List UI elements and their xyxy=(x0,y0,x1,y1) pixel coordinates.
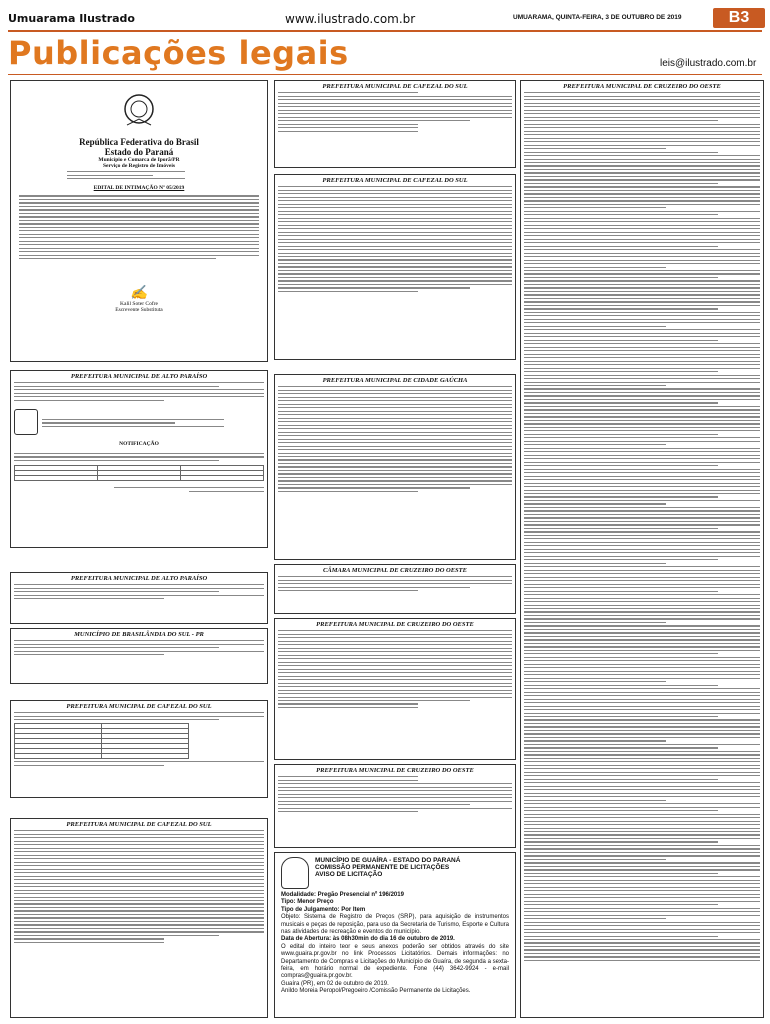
notice-camara-cruzeiro xyxy=(274,564,516,614)
notice-heading: MUNICÍPIO DE BRASILÂNDIA DO SUL - PR xyxy=(74,631,204,638)
notice-heading: PREFEITURA MUNICIPAL DE CAFEZAL DO SUL xyxy=(322,83,468,90)
edital-signature-role: Escrevente Substituta xyxy=(115,307,163,314)
edital-body xyxy=(19,195,259,259)
newspaper-name: Umuarama Ilustrado xyxy=(8,12,135,25)
notice-cafezal-3 xyxy=(274,80,516,168)
notice-heading: PREFEITURA MUNICIPAL DE ALTO PARAÍSO xyxy=(70,575,208,582)
coat-of-arms-icon xyxy=(119,89,159,133)
notice-guaira xyxy=(274,852,516,1018)
notice-cafezal-4 xyxy=(274,174,516,360)
guaira-data: Guaíra (PR), em 02 de outubro de 2019. xyxy=(281,980,389,987)
edital-line1: República Federativa do Brasil xyxy=(79,137,199,147)
guaira-line1: MUNICÍPIO DE GUAÍRA - ESTADO DO PARANÁ xyxy=(315,857,461,864)
notice-brasilandia xyxy=(10,628,268,684)
edital-box xyxy=(10,80,268,362)
notice-cruzeiro-1 xyxy=(274,618,516,760)
notificacao-table xyxy=(14,465,264,481)
notice-heading: PREFEITURA MUNICIPAL DE CAFEZAL DO SUL xyxy=(66,821,212,828)
edital-line2: Estado do Paraná xyxy=(104,147,174,157)
title-rule xyxy=(8,74,762,75)
dateline: UMUARAMA, QUINTA-FEIRA, 3 DE OUTUBRO DE 2019 xyxy=(513,14,682,21)
notice-cruzeiro-3 xyxy=(520,80,764,1018)
guaira-line2: COMISSÃO PERMANENTE DE LICITAÇÕES xyxy=(315,864,450,871)
notice-heading: PREFEITURA MUNICIPAL DE CIDADE GAÚCHA xyxy=(322,377,468,384)
notice-heading: PREFEITURA MUNICIPAL DE CRUZEIRO DO OESTE xyxy=(316,621,474,628)
notice-heading: PREFEITURA MUNICIPAL DE CRUZEIRO DO OESTE xyxy=(563,83,721,90)
notice-heading: PREFEITURA MUNICIPAL DE ALTO PARAÍSO xyxy=(70,373,208,380)
section-title: Publicações legais xyxy=(8,34,349,72)
notice-cafezal-1 xyxy=(10,700,268,798)
guaira-assinatura: Anildo Moreia Peropol/Pregoeiro /Comissão Permanente de Licitações. xyxy=(281,988,471,995)
guaira-line3: AVISO DE LICITAÇÃO xyxy=(315,871,383,878)
site-url[interactable]: www.ilustrado.com.br xyxy=(285,12,416,26)
edital-signature-image: ✍ xyxy=(130,285,148,302)
notice-cafezal-2 xyxy=(10,818,268,1018)
header-rule xyxy=(8,30,762,32)
notice-alto-parana-2 xyxy=(10,572,268,624)
guaira-objeto: Objeto: Sistema de Registro de Preços (SRP), para aquisição de instrumentos musicais e peças de reposição, para uso da Secretaria de Turismo, Esporte e Cultura nas atividades de recreação e eventos do município. xyxy=(281,914,509,936)
guaira-abertura: Data de Abertura: às 08h30min do dia 16 de outubro de 2019. xyxy=(281,936,455,943)
section-email[interactable]: leis@ilustrado.com.br xyxy=(660,58,757,69)
cafezal-table xyxy=(14,723,189,759)
notice-heading: PREFEITURA MUNICIPAL DE CAFEZAL DO SUL xyxy=(66,703,212,710)
notice-heading: CÂMARA MUNICIPAL DE CRUZEIRO DO OESTE xyxy=(323,567,467,574)
guaira-info: O edital do inteiro teor e seus anexos poderão ser obtidos através do site www.guaira.pr.gov.br no link Processos Licitatórios. Demais informações: no Departamento de Compras e Licitações do Município de Guaíra, de segunda a sexta-feira, em horário normal de expediente. Fone (44) 3642-9924 - e-mail compras@guaira.pr.gov.br. xyxy=(281,943,509,980)
cruzeiro-body xyxy=(524,92,760,961)
notice-alto-parana-1 xyxy=(10,370,268,548)
notice-heading: PREFEITURA MUNICIPAL DE CRUZEIRO DO OESTE xyxy=(316,767,474,774)
notice-cruzeiro-2 xyxy=(274,764,516,848)
municipal-seal-icon xyxy=(14,409,38,435)
guaira-tipo: Tipo: Menor Preço xyxy=(281,899,334,906)
page-badge: B3 xyxy=(713,8,765,28)
notificacao-heading: NOTIFICAÇÃO xyxy=(119,440,159,447)
edital-line4: Serviço de Registro de Imóveis xyxy=(103,163,175,169)
edital-line3: Município e Comarca de Iporã/PR xyxy=(98,157,180,163)
notice-cidade-gaucha xyxy=(274,374,516,560)
guaira-julgamento: Tipo de Julgamento: Por Item xyxy=(281,906,366,913)
guaira-seal-icon xyxy=(281,857,309,889)
edital-heading: EDITAL DE INTIMAÇÃO Nº 05/2019 xyxy=(93,185,185,192)
notice-heading: PREFEITURA MUNICIPAL DE CAFEZAL DO SUL xyxy=(322,177,468,184)
guaira-modalidade: Modalidade: Pregão Presencial nº 196/2019 xyxy=(281,892,404,898)
edital-signature-name: Kalil Soter Cofre xyxy=(120,301,158,308)
